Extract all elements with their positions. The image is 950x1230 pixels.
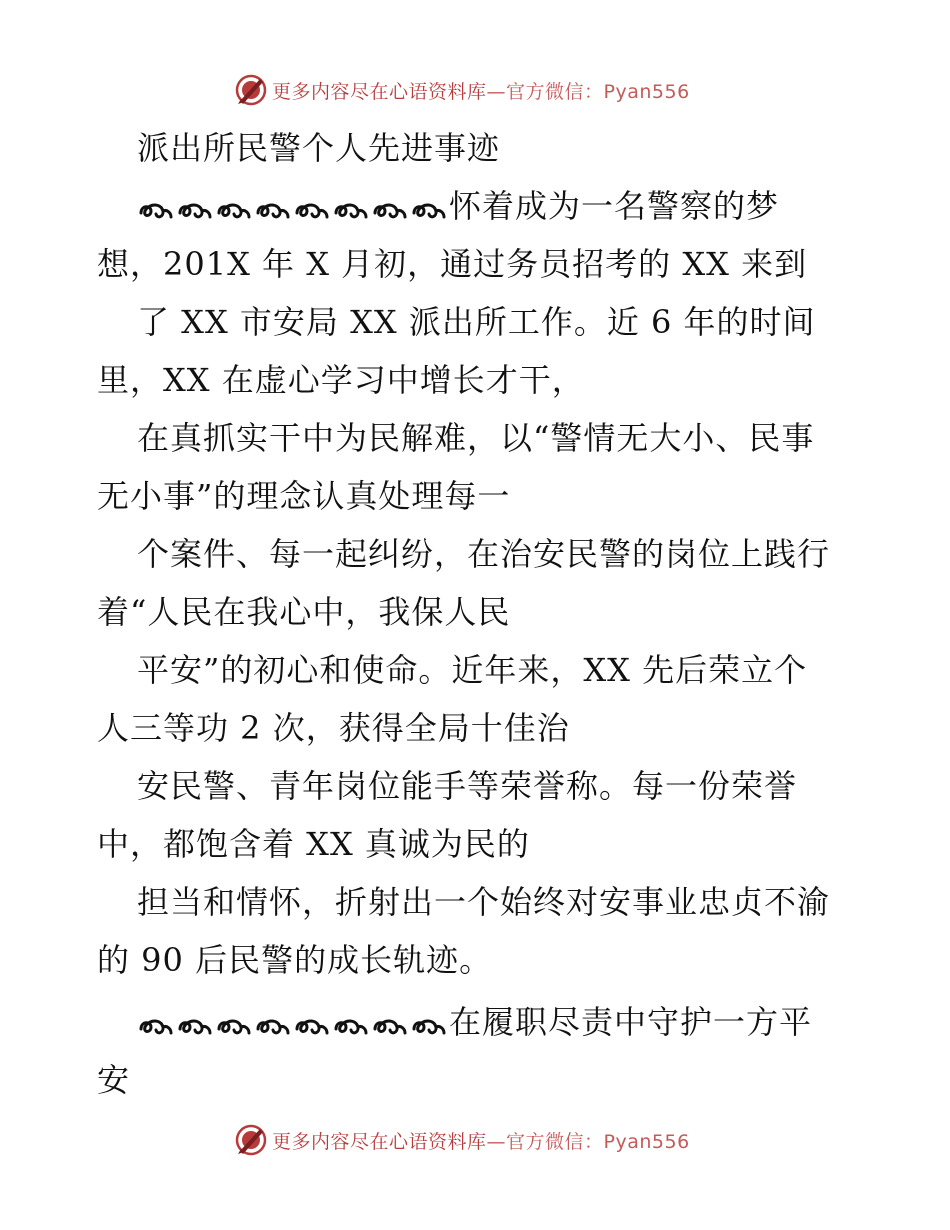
banner-dash: — [486, 1130, 507, 1153]
paragraph-text: 怀着成为一名警察的梦 [449, 187, 780, 225]
footer-banner [0, 1120, 950, 1160]
banner-title: 更多内容尽在心语资料库 [272, 1130, 487, 1153]
paragraph-line: 个案件、每一起纠纷，在治安民警的岗位上践行 [137, 535, 831, 573]
section-heading-text: 在履职尽责中守护一方平 [449, 1003, 813, 1041]
paragraph-line: 担当和情怀，折射出一个始终对安事业忠贞不渝 [137, 883, 831, 921]
paragraph-line: 了 XX 市安局 XX 派出所工作。近 6 年的时间 [137, 303, 816, 341]
banner-wechat-id: Pyan556 [603, 80, 690, 103]
paragraph-line: 人三等功 2 次，获得全局十佳治 [97, 709, 570, 747]
banner-dash: — [486, 80, 507, 103]
paragraph-line: 想，201X 年 X 月初，通过务员招考的 XX 来到 [97, 245, 808, 283]
banner-wechat-id: Pyan556 [603, 1130, 690, 1153]
paragraph-line [137, 186, 779, 229]
paragraph-line: 在真抓实干中为民解难，以“警情无大小、民事 [137, 419, 815, 457]
paragraph-line: 无小事”的理念认真处理每一 [97, 477, 511, 515]
banner-content [234, 72, 690, 108]
ornament-row-icon [137, 189, 449, 229]
ornament-row-icon [137, 1005, 449, 1045]
paragraph-line: 着“人民在我心中，我保人民 [97, 593, 511, 631]
paragraph-line: 中，都饱含着 XX 真诚为民的 [97, 825, 530, 863]
banner-content [234, 1122, 690, 1158]
paragraph-line: 的 90 后民警的成长轨迹。 [97, 941, 493, 979]
pen-logo-icon [234, 1123, 268, 1157]
pen-logo-icon [234, 73, 268, 107]
section-heading-line [137, 1002, 812, 1045]
paragraph-line: 安民警、青年岗位能手等荣誉称。每一份荣誉 [137, 767, 798, 805]
banner-title: 更多内容尽在心语资料库 [272, 80, 487, 103]
paragraph-line: 里，XX 在虚心学习中增长才干， [97, 361, 585, 399]
banner-wechat-label: 官方微信： [506, 80, 604, 103]
header-banner [0, 70, 950, 110]
paragraph-line: 平安”的初心和使命。近年来，XX 先后荣立个 [137, 651, 808, 689]
banner-wechat-label: 官方微信： [506, 1130, 604, 1153]
section-heading-line: 安 [97, 1061, 131, 1099]
document-title: 派出所民警个人先进事迹 [137, 129, 501, 167]
